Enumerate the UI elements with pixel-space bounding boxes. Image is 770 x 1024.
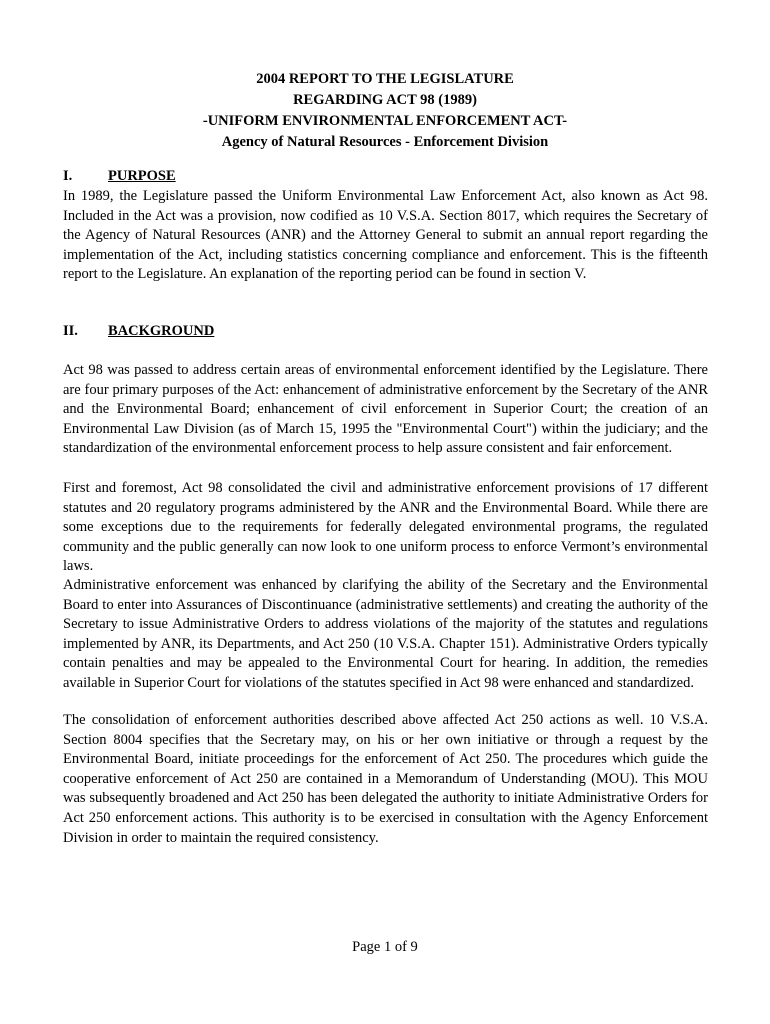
page-number: Page 1 of 9 (352, 939, 418, 955)
title-line-3: -UNIFORM ENVIRONMENTAL ENFORCEMENT ACT- (202, 113, 568, 129)
title-line-1: 2004 REPORT TO THE LEGISLATURE (256, 71, 514, 87)
section-background-heading (63, 323, 214, 340)
background-paragraph-1: Act 98 was passed to address certain areas of environmental enforcement identified by the Legislature. There are four primary purposes of the Act: enhancement of administrative enforcement by the Secretary of the ANR and the Environmental Board; enhancement of civil enforcement in Superior Court; the creation of an Environmental Law Division (as of March 15, 1995 the "Environmental Court") within the judiciary; and the standardization of the environmental enforcement process to help assure consistent and fair enforcement. (63, 362, 708, 457)
section-number: II. (63, 323, 78, 339)
section-number: I. (63, 168, 73, 184)
background-paragraph-3: Administrative enforcement was enhanced by clarifying the ability of the Secretary and the Environmental Board to enter into Assurances of Discontinuance (administrative settlements) and creating the authority of the Secretary to issue Administrative Orders to address violations of the majority of the statutes and regulations implemented by ANR, its Departments, and Act 250 (10 V.S.A. Chapter 151). Administrative Orders typically contain penalties and may be appealed to the Environmental Court for hearing. In addition, the remedies available in Superior Court for violations of the statutes specified in Act 98 were enhanced and standardized. (63, 577, 708, 691)
background-paragraph-2: First and foremost, Act 98 consolidated the civil and administrative enforcement provisions of 17 different statutes and 20 regulatory programs administered by the ANR and the Environmental Board. While there are some exceptions due to the requirements for federally delegated environmental programs, the regulated community and the public generally can now look to one uniform process to enforce Vermont’s environmental laws. (63, 480, 708, 575)
section-purpose-heading (63, 168, 176, 185)
purpose-paragraph: In 1989, the Legislature passed the Uniform Environmental Law Enforcement Act, also known as Act 98. Included in the Act was a provision, now codified as 10 V.S.A. Section 8017, which requires the Secretary of the Agency of Natural Resources (ANR) and the Attorney General to submit an annual report regarding the implementation of the Act, including statistics concerning compliance and enforcement. This is the fifteenth report to the Legislature. An explanation of the reporting period can be found in section V. (63, 188, 708, 283)
section-title: PURPOSE (108, 168, 176, 184)
background-paragraph-4: The consolidation of enforcement authorities described above affected Act 250 actions as well. 10 V.S.A. Section 8004 specifies that the Secretary may, on his or her own initiative or through a request by the Environmental Board, initiate proceedings for the enforcement of Act 250. The procedures which guide the cooperative enforcement of Act 250 are contained in a Memorandum of Understanding (MOU). This MOU was subsequently broadened and Act 250 has been delegated the authority to initiate Administrative Orders for Act 250 enforcement actions. This authority is to be exercised in consultation with the Agency Enforcement Division in order to maintain the required consistency. (63, 712, 708, 846)
report-title-block (0, 69, 770, 153)
title-line-2: REGARDING ACT 98 (1989) (293, 92, 477, 108)
section-title: BACKGROUND (108, 323, 215, 339)
title-line-4: Agency of Natural Resources - Enforcement Division (221, 134, 549, 150)
